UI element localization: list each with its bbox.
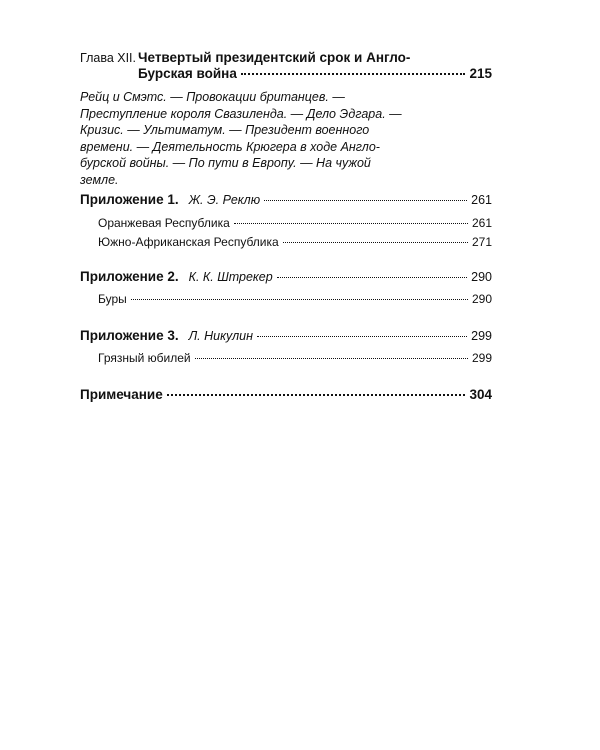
dot-leader bbox=[234, 223, 468, 224]
appendix-author: К. К. Штрекер bbox=[188, 270, 273, 284]
dot-leader bbox=[131, 299, 468, 300]
appendix-3-item-1 bbox=[98, 351, 492, 365]
item-title: Оранжевая Республика bbox=[98, 216, 230, 230]
appendix-2-item-1 bbox=[98, 292, 492, 306]
appendix-3-entry bbox=[80, 328, 492, 343]
item-page: 261 bbox=[471, 216, 492, 230]
chapter-page: 215 bbox=[469, 66, 492, 81]
appendix-2-entry bbox=[80, 269, 492, 284]
notes-label: Примечание bbox=[80, 387, 163, 402]
notes-entry bbox=[80, 387, 492, 402]
chapter-label: Глава XII. bbox=[80, 51, 136, 65]
chapter-entry bbox=[80, 49, 492, 188]
item-title: Грязный юбилей bbox=[98, 351, 191, 365]
item-title: Буры bbox=[98, 292, 127, 306]
appendix-label: Приложение 3. bbox=[80, 328, 179, 343]
dot-leader bbox=[195, 358, 468, 359]
item-title: Южно-Африканская Республика bbox=[98, 235, 279, 249]
appendix-page: 261 bbox=[471, 193, 492, 207]
appendix-1-item-1 bbox=[98, 216, 492, 230]
item-page: 290 bbox=[471, 292, 492, 306]
dot-leader bbox=[257, 336, 467, 337]
chapter-synopsis: Рейц и Смэтс. — Провокации британцев. — Преступление короля Свазиленда. — Дело Эдгара. — Кризис. — Ультиматум. — Президент военного времени. — Деятельность Крюгера в ходе Англо-бурской войны. — По пути в Европу. — На чужой земле. bbox=[80, 90, 402, 187]
chapter-title-line1: Четвертый президентский срок и Англо- bbox=[138, 50, 411, 65]
notes-page: 304 bbox=[469, 387, 492, 402]
dot-leader bbox=[241, 73, 466, 75]
item-page: 299 bbox=[471, 351, 492, 365]
appendix-1-entry bbox=[80, 192, 492, 207]
chapter-title-line2: Бурская война bbox=[138, 66, 237, 81]
appendix-author: Ж. Э. Реклю bbox=[188, 193, 261, 207]
appendix-1-item-2 bbox=[98, 235, 492, 249]
dot-leader bbox=[283, 242, 468, 243]
appendix-label: Приложение 2. bbox=[80, 269, 179, 284]
appendix-label: Приложение 1. bbox=[80, 192, 179, 207]
item-page: 271 bbox=[471, 235, 492, 249]
appendix-author: Л. Никулин bbox=[188, 329, 253, 343]
appendix-page: 290 bbox=[471, 270, 492, 284]
dot-leader bbox=[167, 394, 466, 396]
dot-leader bbox=[277, 277, 467, 278]
appendix-page: 299 bbox=[471, 329, 492, 343]
dot-leader bbox=[264, 200, 467, 201]
